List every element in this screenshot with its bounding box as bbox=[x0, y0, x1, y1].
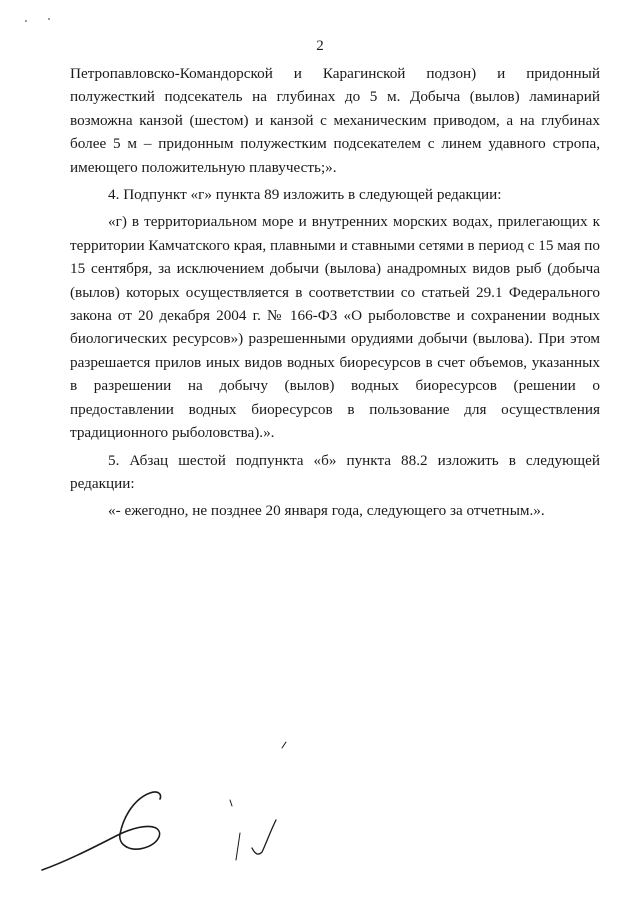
page-number: 2 bbox=[316, 38, 324, 54]
paragraph-subitem-g: «г) в территориальном море и внутренних морских водах, прилегающих к территории Камчатского края, плавными и ставными сетями в период с 15 мая по 15 сентября, за исключением добычи (вылова) анадромных видов рыб (добыча (вылов) которых осуществляется в соответствии со статьей 29.1 Федерального закона от 20 декабря 2004 г. № 166-ФЗ «О рыболовстве и сохранении водных биологических ресурсов») разрешенными орудиями добычи (вылова). При этом разрешается прилов иных видов водных биоресурсов в счет объемов, указанных в разрешении на добычу (вылов) водных биоресурсов (решении о предоставлении водных биоресурсов в пользование для осуществления традиционного рыболовства).». bbox=[70, 213, 600, 442]
paragraph-continuation: Петропавловско-Командорской и Карагинской подзон) и придонный полужесткий подсекатель на глубинах до 5 м. Добыча (вылов) ламинарий возможна канзой (шестом) и канзой с механическим приводом, а на глубинах более 5 м – придонным полужестким подсекателем с линем удавного стропа, имеющего положительную плавучесть;». bbox=[70, 65, 600, 176]
document-body bbox=[70, 62, 600, 523]
handwritten-signature bbox=[40, 740, 300, 880]
paragraph-quote: «- ежегодно, не позднее 20 января года, следующего за отчетным.». bbox=[108, 502, 545, 520]
paragraph-item-4: 4. Подпункт «г» пункта 89 изложить в следующей редакции: bbox=[108, 186, 502, 204]
paragraph-item-5: 5. Абзац шестой подпункта «б» пункта 88.2 изложить в следующей редакции: bbox=[70, 451, 600, 492]
